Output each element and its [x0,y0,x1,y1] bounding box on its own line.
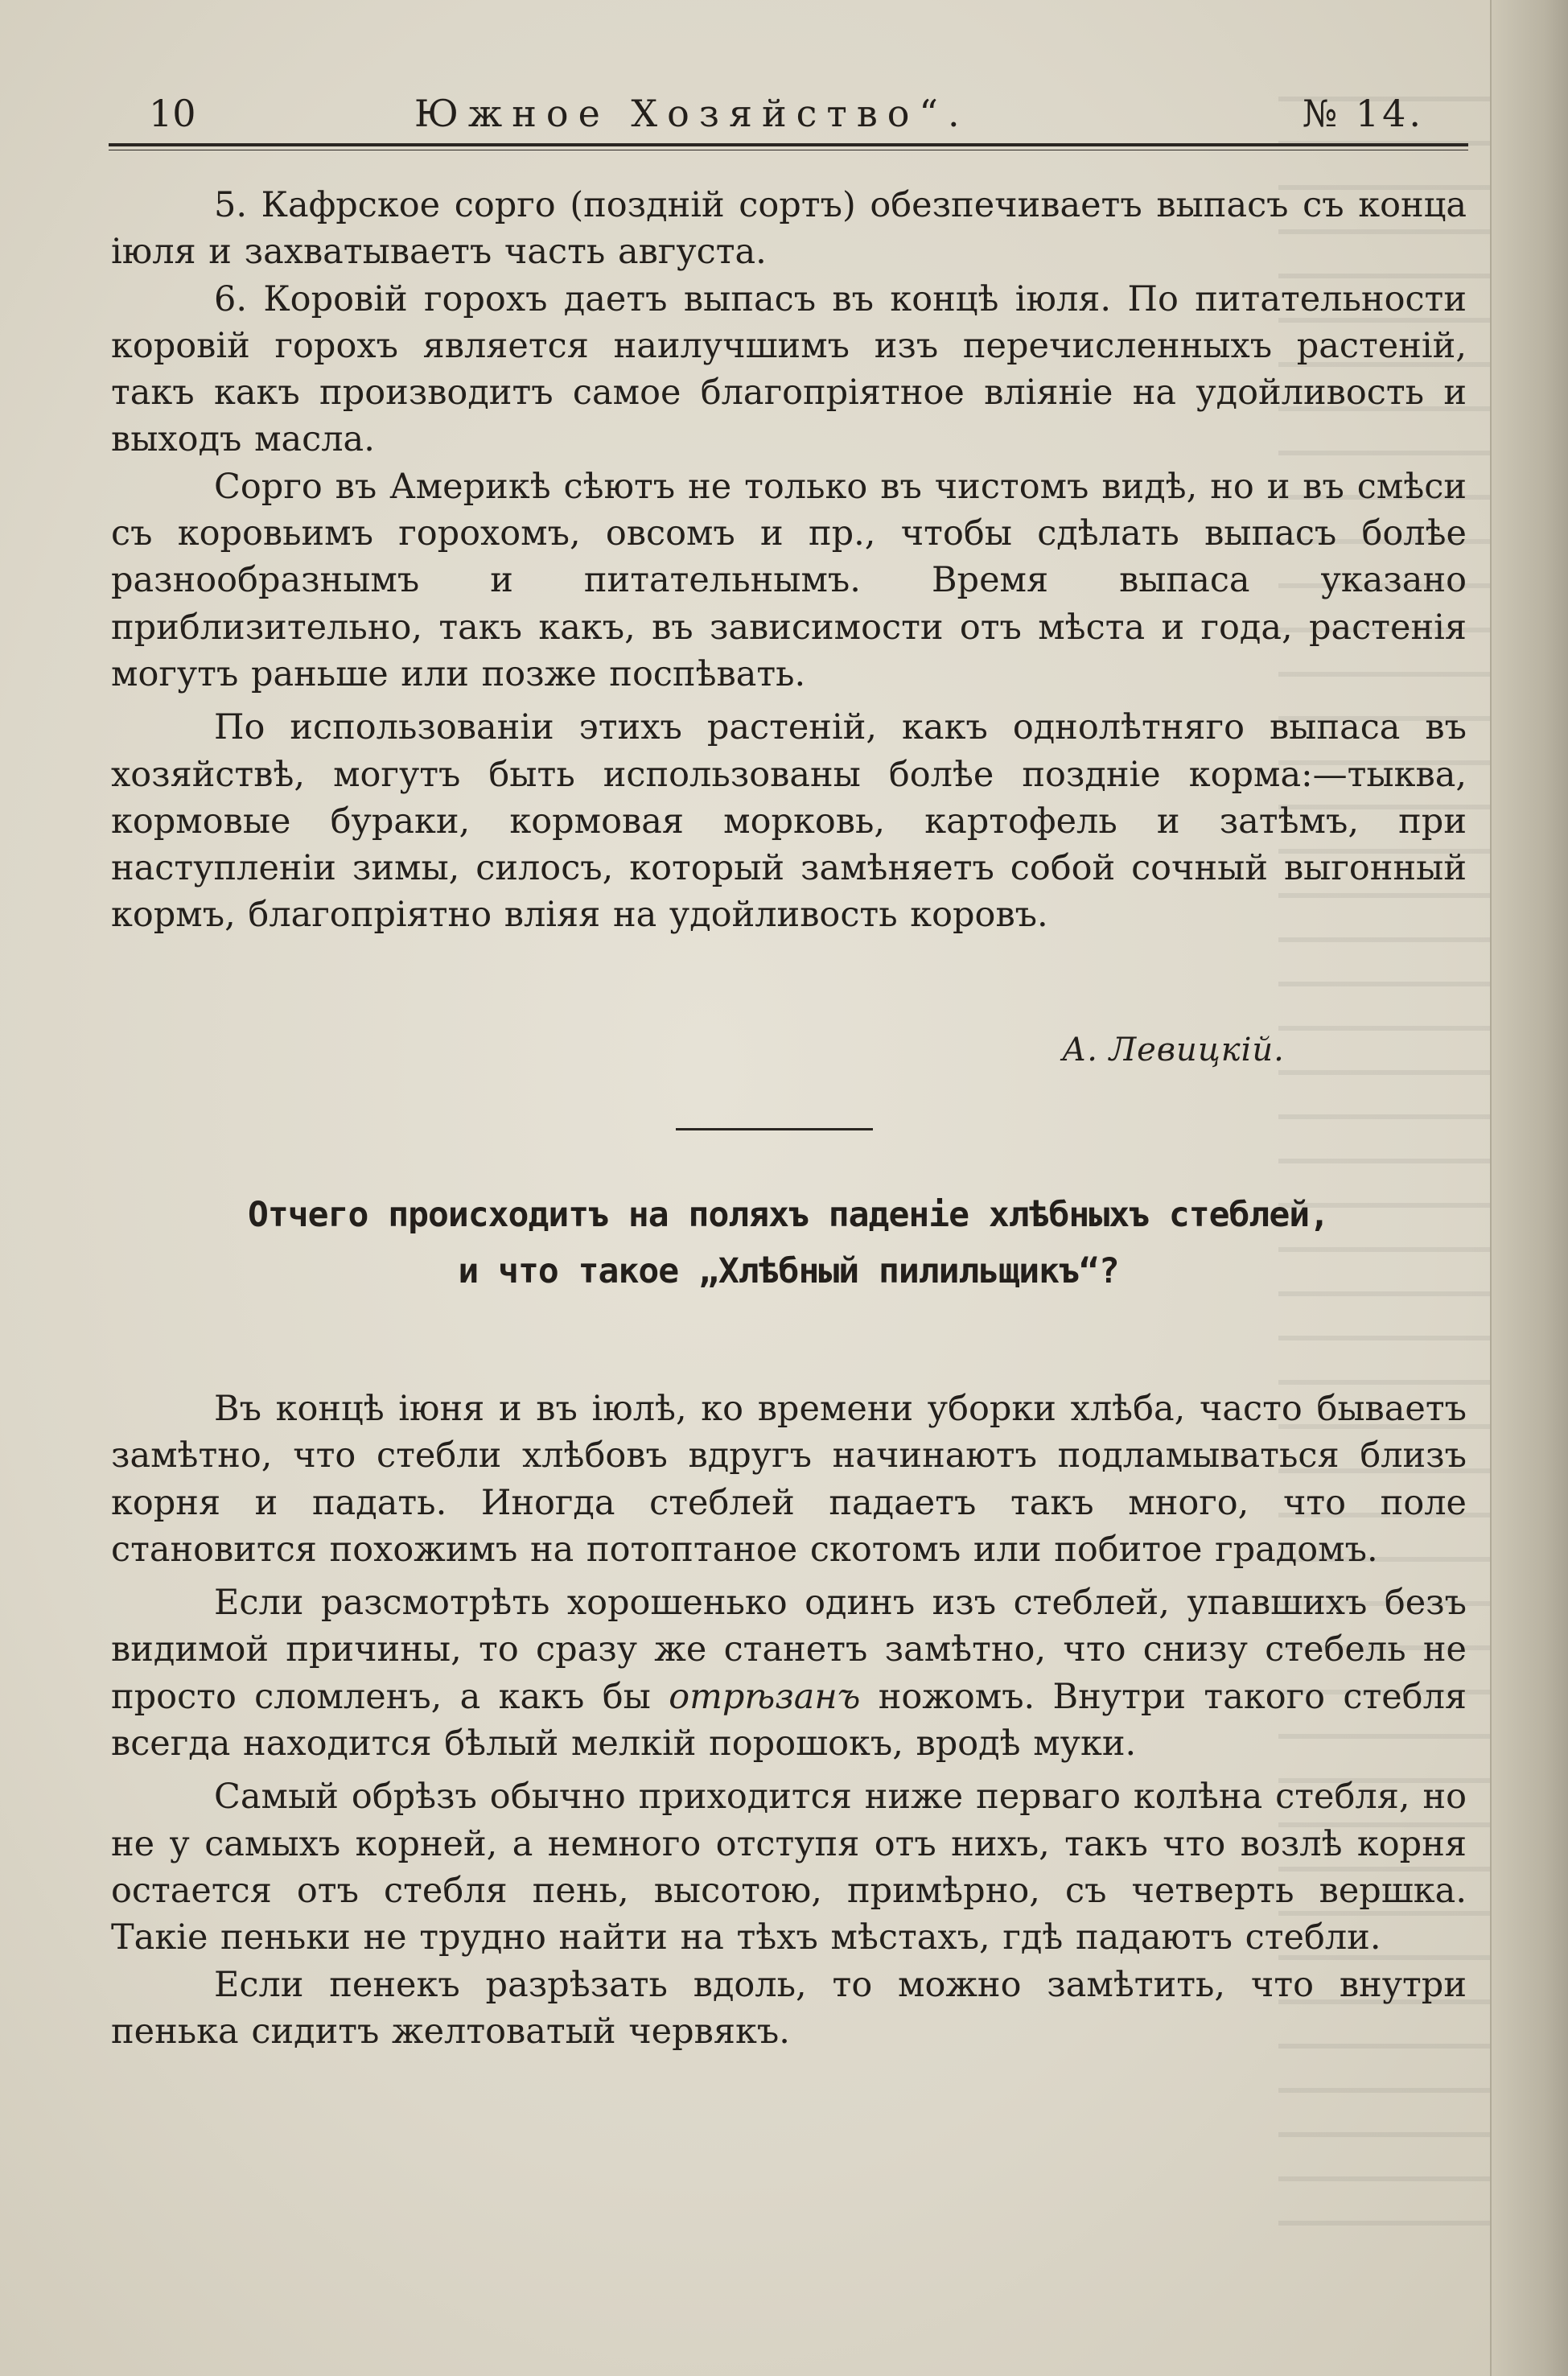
paragraph: Самый обрѣзъ обычно приходится ниже перваго колѣна стебля, но не у самыхъ корней, а немного отступя отъ нихъ, такъ что возлѣ корня остается отъ стебля пень, высотою, примѣрно, съ четверть вершка. Такіе пеньки не трудно найти на тѣхъ мѣстахъ, гдѣ падаютъ стебли. [111,1777,1467,1958]
article-2-title [97,1187,1480,1299]
article-2-body [111,1386,1467,2055]
header-rule-thick [109,143,1468,146]
paragraph: Сорго въ Америкѣ сѣютъ не только въ чистомъ видѣ, но и въ смѣси съ коровьимъ горохомъ, овсомъ и пр., чтобы сдѣлать выпасъ болѣе разнообразнымъ и питательнымъ. Время выпаса указано приблизительно, такъ какъ, въ зависимости отъ мѣста и года, растенія могутъ раньше или позже поспѣвать. [111,466,1467,694]
journal-title: Южное Хозяйство“. [414,92,969,135]
paragraph: Въ концѣ іюня и въ іюлѣ, ко времени уборки хлѣба, часто бываетъ замѣтно, что стебли хлѣбовъ вдругъ начинаютъ подламываться близъ корня и падать. Иногда стеблей падаетъ такъ много, что поле становится похожимъ на потоптаное скотомъ или побитое градомъ. [111,1389,1467,1570]
paragraph: 6. Коровій горохъ даетъ выпасъ въ концѣ іюля. По питательности коровій горохъ является наилучшимъ изъ перечисленныхъ растеній, такъ какъ производитъ самое благопріятное вліяніе на удойливость и выходъ масла. [111,278,1467,460]
running-header [109,80,1464,145]
paragraph: По использованіи этихъ растеній, какъ однолѣтняго выпаса въ хозяйствѣ, могутъ быть использованы болѣе поздніе корма:—тыква, кормовые бураки, кормовая морковь, картофель и затѣмъ, при наступленіи зимы, силосъ, который замѣняетъ собой сочный выгонный кормъ, благопріятно вліяя на удойливость коровъ. [111,707,1467,936]
text-span: ножомъ. Внутри такого стебля всегда находится бѣлый мелкій порошокъ, вродѣ муки. [111,1676,1467,1764]
paragraph [111,1579,1467,1767]
issue-number: № 14. [1302,92,1424,135]
paragraph: Если пенекъ разрѣзать вдоль, то можно замѣтить, что внутри пенька сидитъ желтоватый червякъ. [111,1964,1467,2052]
title-line: Отчего происходитъ на поляхъ паденіе хлѣбныхъ стеблей, [248,1195,1329,1235]
author-signature: А. Левицкій. [1062,1032,1285,1069]
text-span: Если разсмотрѣть хорошенько одинъ изъ стеблей, упавшихъ безъ видимой причины, то сразу же станетъ замѣтно, что снизу стебель не просто сломленъ, а какъ бы [111,1583,1467,1717]
section-divider [676,1128,873,1130]
title-line: и что такое „Хлѣбный пилильщикъ“? [458,1251,1119,1291]
page-number: 10 [149,92,196,135]
article-1-body [111,182,1467,939]
italic-word: отрѣзанъ [669,1676,861,1717]
facing-page-edge [1490,0,1568,2376]
paragraph: 5. Кафрское сорго (поздній сортъ) обезпечиваетъ выпасъ съ конца іюля и захватываетъ часть августа. [111,185,1467,273]
